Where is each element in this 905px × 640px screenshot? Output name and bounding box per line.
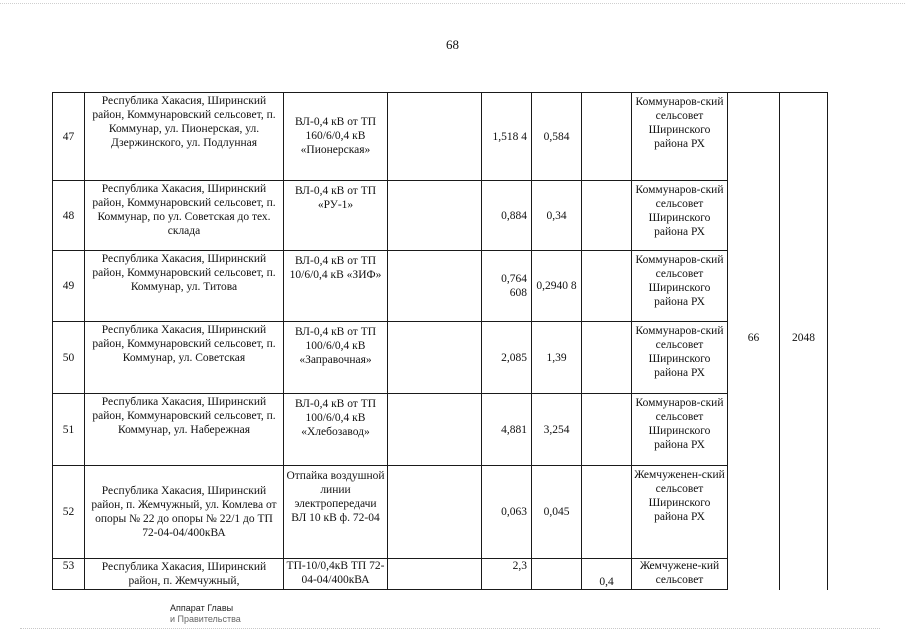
empty-cell [388, 559, 482, 590]
empty-cell [388, 394, 482, 466]
merged-cell-col9 [728, 93, 780, 590]
document-table [52, 92, 828, 590]
length-cell: 0,063 [482, 466, 532, 559]
scan-edge-bottom [20, 628, 880, 629]
value-cell: 1,39 [532, 322, 582, 394]
value-cell [582, 251, 632, 322]
value-cell [582, 394, 632, 466]
line-cell: Отпайка воздушной линии электропередачи ВЛ 10 кВ ф. 72-04 [284, 466, 388, 559]
row-number: 51 [53, 394, 85, 466]
value-cell: 0,045 [532, 466, 582, 559]
length-cell: 2,3 [482, 559, 532, 590]
empty-cell [388, 93, 482, 181]
row-number: 48 [53, 181, 85, 251]
table-row [53, 251, 828, 322]
merged-value-col9: 66 [747, 331, 760, 344]
line-cell: ВЛ-0,4 кВ от ТП 160/6/0,4 кВ «Пионерская» [284, 93, 388, 181]
length-cell: 4,881 [482, 394, 532, 466]
value-cell: 0,584 [532, 93, 582, 181]
row-number: 50 [53, 322, 85, 394]
organization-cell: Жемчужене-кий сельсовет [632, 559, 728, 590]
table-row [53, 181, 828, 251]
scan-edge-top [0, 3, 905, 4]
table-row [53, 466, 828, 559]
value-cell: 0,34 [532, 181, 582, 251]
address-cell: Республика Хакасия, Ширинский район, Коммунаровский сельсовет, п. Коммунар, ул. Титова [85, 251, 284, 322]
organization-cell: Коммунаров-ский сельсовет Ширинского района РХ [632, 251, 728, 322]
length-cell: 2,085 [482, 322, 532, 394]
value-cell: 0,2940 8 [532, 251, 582, 322]
line-cell: ВЛ-0,4 кВ от ТП 100/6/0,4 кВ «Хлебозавод» [284, 394, 388, 466]
organization-cell: Коммунаров-ский сельсовет Ширинского района РХ [632, 394, 728, 466]
empty-cell [388, 466, 482, 559]
value-cell: 0,4 [582, 559, 632, 590]
table-row [53, 93, 828, 181]
address-cell: Республика Хакасия, Ширинский район, п. Жемчужный, ул. Комлева от опоры № 22 до опоры № 22/1 до ТП 72-04-04/400кВА [85, 466, 284, 559]
stamp-text [170, 603, 241, 625]
organization-cell: Жемчуженен-ский сельсовет Ширинского района РХ [632, 466, 728, 559]
line-cell: ВЛ-0,4 кВ от ТП 100/6/0,4 кВ «Заправочная» [284, 322, 388, 394]
line-cell: ВЛ-0,4 кВ от ТП 10/6/0,4 кВ «ЗИФ» [284, 251, 388, 322]
line-cell: ВЛ-0,4 кВ от ТП «РУ-1» [284, 181, 388, 251]
value-cell [582, 181, 632, 251]
address-cell: Республика Хакасия, Ширинский район, Коммунаровский сельсовет, п. Коммунар, по ул. Советская до тех. склада [85, 181, 284, 251]
organization-cell: Коммунаров-ский сельсовет Ширинского района РХ [632, 93, 728, 181]
row-number: 52 [53, 466, 85, 559]
empty-cell [388, 181, 482, 251]
address-cell: Республика Хакасия, Ширинский район, Коммунаровский сельсовет, п. Коммунар, ул. Набережная [85, 394, 284, 466]
merged-value-col10: 2048 [792, 331, 815, 344]
row-number: 53 [53, 559, 85, 590]
table-row [53, 559, 828, 590]
stamp-line-2: и Правительства [170, 614, 241, 624]
row-number: 47 [53, 93, 85, 181]
table-row [53, 322, 828, 394]
value-cell [582, 466, 632, 559]
value-cell [582, 93, 632, 181]
empty-cell [388, 251, 482, 322]
organization-cell: Коммунаров-ский сельсовет Ширинского района РХ [632, 181, 728, 251]
value-cell: 3,254 [532, 394, 582, 466]
merged-cell-col10 [780, 93, 828, 590]
address-cell: Республика Хакасия, Ширинский район, п. Жемчужный, [85, 559, 284, 590]
line-cell: ТП-10/0,4кВ ТП 72-04-04/400кВА [284, 559, 388, 590]
organization-cell: Коммунаров-ский сельсовет Ширинского района РХ [632, 322, 728, 394]
length-cell: 0,764 608 [482, 251, 532, 322]
empty-cell [388, 322, 482, 394]
length-cell: 1,518 4 [482, 93, 532, 181]
address-cell: Республика Хакасия, Ширинский район, Коммунаровский сельсовет, п. Коммунар, ул. Пионерская, ул. Дзержинского, ул. Подлунная [85, 93, 284, 181]
table-row [53, 394, 828, 466]
value-cell [582, 322, 632, 394]
address-cell: Республика Хакасия, Ширинский район, Коммунаровский сельсовет, п. Коммунар, ул. Советская [85, 322, 284, 394]
value-cell [532, 559, 582, 590]
row-number: 49 [53, 251, 85, 322]
stamp-line-1: Аппарат Главы [170, 603, 234, 613]
page-number: 68 [446, 37, 459, 52]
length-cell: 0,884 [482, 181, 532, 251]
